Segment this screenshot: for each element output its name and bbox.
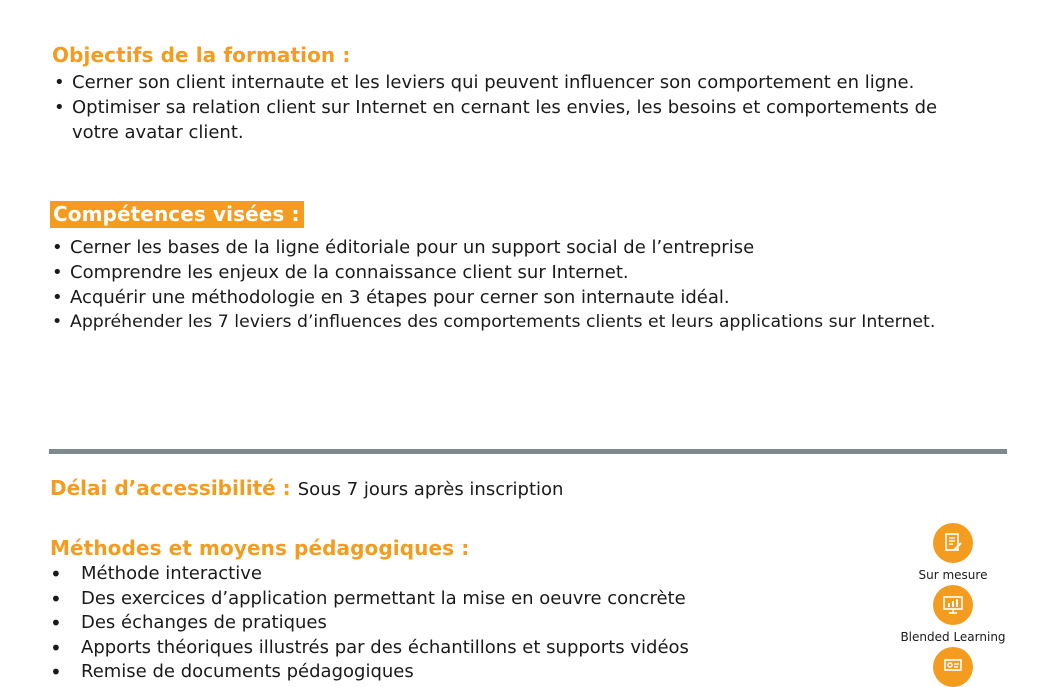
bullet-icon: • (50, 611, 62, 635)
list-item (50, 310, 935, 335)
competence-text: Appréhender les 7 leviers d’influences des comportements clients et leurs applications sur Internet. (70, 312, 936, 332)
list-item (50, 562, 689, 587)
list-item (50, 611, 689, 636)
competence-text: Cerner les bases de la ligne éditoriale pour un support social de l’entreprise (70, 237, 755, 258)
methodes-list (50, 562, 689, 685)
bullet-icon: • (50, 586, 62, 611)
bullet-icon: • (50, 635, 62, 660)
list-item (50, 235, 935, 260)
bullet-icon: • (52, 262, 63, 283)
list-item (50, 260, 935, 285)
bullet-icon: • (50, 660, 62, 684)
list-item (50, 636, 689, 661)
competences-heading: Compétences visées : (50, 201, 304, 228)
competence-text: Comprendre les enjeux de la connaissance client sur Internet. (70, 262, 629, 283)
badge-sur-mesure (893, 523, 1013, 582)
bullet-icon: • (52, 287, 63, 308)
objectifs-heading: Objectifs de la formation : (52, 43, 351, 67)
screen-chart-icon (933, 585, 973, 625)
delai-label: Délai d’accessibilité : (50, 476, 291, 500)
bullet-icon: • (54, 97, 65, 118)
bullet-icon: • (52, 237, 63, 258)
bullet-icon: • (50, 562, 62, 586)
delai-line (50, 476, 563, 500)
objectif-text: Optimiser sa relation client sur Internet en cernant les envies, les besoins et comportements de votre avatar client. (72, 97, 938, 143)
methode-text: Méthode interactive (81, 563, 262, 584)
list-item (50, 660, 689, 685)
bullet-icon: • (54, 72, 65, 93)
delai-value: Sous 7 jours après inscription (297, 479, 564, 500)
badge-presentation (893, 647, 1013, 687)
objectifs-list (52, 70, 982, 145)
methode-text: Des exercices d’application permettant la mise en oeuvre concrète (81, 587, 686, 609)
objectif-text: Cerner son client internaute et les leviers qui peuvent influencer son comportement en ligne. (72, 72, 915, 93)
methode-text: Remise de documents pédagogiques (81, 661, 414, 682)
list-item (50, 285, 935, 310)
list-item (52, 95, 982, 145)
methode-text: Apports théoriques illustrés par des échantillons et supports vidéos (81, 636, 689, 658)
methode-text: Des échanges de pratiques (81, 612, 327, 633)
methodes-heading: Méthodes et moyens pédagogiques : (50, 536, 470, 560)
presentation-icon (933, 647, 973, 687)
badge-caption: Sur mesure (918, 568, 988, 582)
badge-caption: Blended Learning (900, 630, 1006, 644)
list-item (50, 587, 689, 612)
document-pen-icon (933, 523, 973, 563)
list-item (52, 70, 982, 95)
section-divider (49, 449, 1007, 454)
bullet-icon: • (52, 312, 63, 332)
competence-text: Acquérir une méthodologie en 3 étapes pour cerner son internaute idéal. (70, 287, 730, 308)
competences-list (50, 235, 935, 335)
badge-blended-learning (893, 585, 1013, 644)
